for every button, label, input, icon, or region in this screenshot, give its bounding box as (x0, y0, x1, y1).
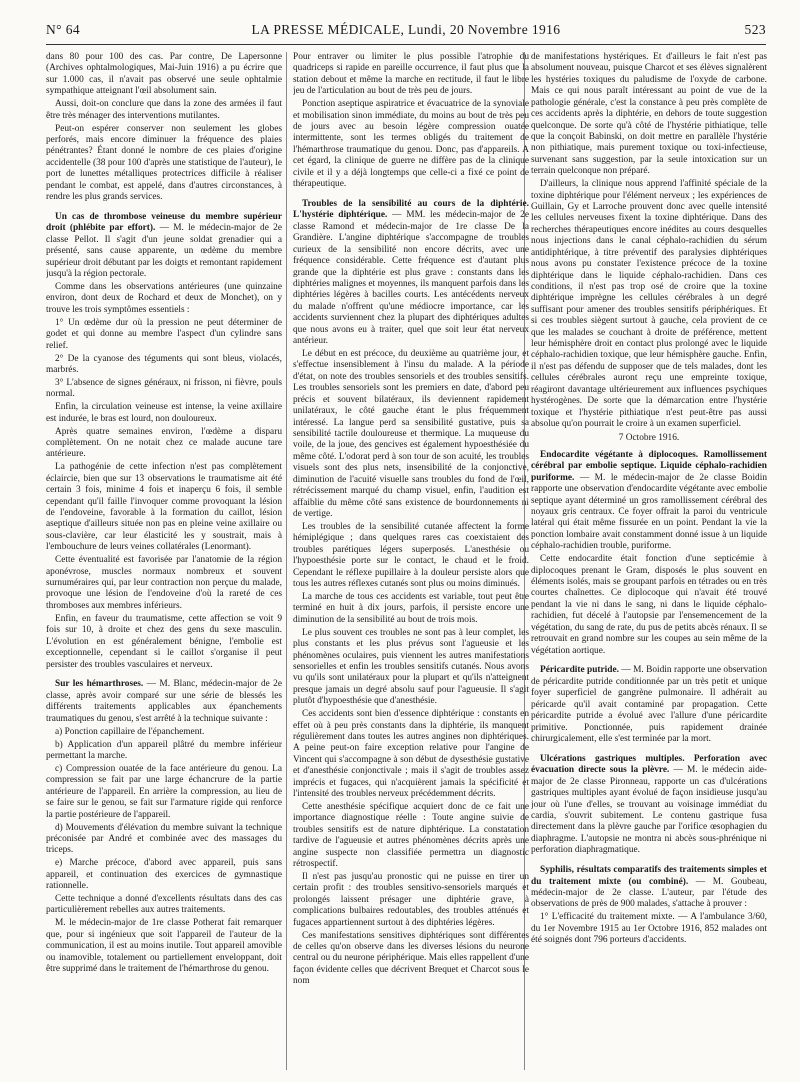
section-intro: — M. Goubeau, médecin-major de 2e classe. L'auteur, par l'étude des observations de près de 900 malades, s'attache à prouver : (531, 876, 767, 910)
paragraph: D'ailleurs, la clinique nous apprend l'affinité spéciale de la toxine diphtérique pour l'élément nerveux ; les expériences de Guillain, Gy et Larroche prouvent donc avec quelle intensité les cellules nerveuses fixent la toxine diphtérique. Dans des recherches thérapeutiques encore inédites au cours desquelles nous injections dans le canal céphalo-rachidien du sérum antidiphtérique, à titre préventif des paralysies diphtériques nous avons pu constater l'existence précoce de la toxine diphtérique dans le liquide céphalo-rachidien. Dans ces conditions, il n'est pas trop osé de croire que la toxine diphtérique imprègne les cellules cérébrales à un degré suffisant pour amener des troubles sensitifs périphériques. Et si ces troubles siègent surtout à gauche, cela provient de ce que les malades se couchant à droite de préférence, mettent leur hémisphère droit en contact plus prolongé avec le liquide céphalo-rachidien toxique, que leur hémisphère gauche. Enfin, il n'est pas défendu de supposer que de tels malades, dont les cellules cérébrales auront reçu une empreinte toxique, réagiront davantage ultérieurement aux influences psychiques hystérogènes. De sorte que la démarcation entre l'hystérie toxique et l'hystérie pithiatique n'est peut-être pas aussi absolue qu'on pourrait le croire à un examen superficiel. (531, 179, 767, 429)
column-1 (46, 52, 282, 1070)
paragraph: Aussi, doit-on conclure que dans la zone des armées il faut être très ménager des interventions mutilantes. (46, 99, 282, 121)
paragraph: Comme dans les observations antérieures (une quinzaine environ, dont deux de Rochard et deux de Monchet), on y trouve les trois symptômes essentiels : (46, 282, 282, 315)
paragraph: Peut-on espérer conserver non seulement les globes perforés, mais encore diminuer la fréquence des plaies pénétrantes? Étant donné le nombre de ces plaies d'origine accidentelle (38 pour 100 d'après une statistique de l'auteur), le port de lunettes métalliques protectrices difficile à réaliser pendant le combat, est appelé, dans d'autres circonstances, à rendre les plus grands services. (46, 123, 282, 203)
paragraph: Ponction aseptique aspiratrice et évacuatrice de la synoviale et mobilisation sinon immédiate, du moins au bout de très peu de jours avec au besoin légère compression ouatée intermittente, sont les termes obligés du traitement de l'hémarthrose traumatique du genou. Donc, pas d'appareils. A cet égard, la clinique de guerre ne diffère pas de la clinique civile et il y a déjà longtemps que celle-ci a fixé ce point de thérapeutique. (293, 99, 529, 190)
section-paragraph (531, 865, 767, 911)
paragraph: Enfin, la circulation veineuse est intense, la veine axillaire est indurée, le bras est lourd, non douloureux. (46, 402, 282, 424)
section-paragraph (46, 212, 282, 281)
paragraph: Cette anesthésie spécifique acquiert donc de ce fait une importance diagnostique réelle : Toute angine suivie de troubles sensitifs est de nature diphtérique. La constatation tardive de l'agueusie et autres phénomènes décrits après une angine suspecte non classifiée permettra un diagnostic rétrospectif. (293, 802, 529, 870)
section-paragraph (531, 665, 767, 745)
header-rule (46, 44, 766, 45)
paragraph: Cette éventualité est favorisée par l'anatomie de la région aponévrose, muscles normaux nombreux et souvent surnuméraires qui, par leur contraction non perçue du malade, provoque une lésion de l'endoveine d'où la rareté de ces thromboses aux membres inférieurs. (46, 555, 282, 611)
list-item: 3° L'absence de signes généraux, ni frisson, ni fièvre, pouls normal. (46, 377, 282, 400)
journal-title: LA PRESSE MÉDICALE, Lundi, 20 Novembre 1916 (251, 22, 561, 37)
column-divider (286, 52, 287, 1070)
section-intro: — MM. les médecin-major de 2e classe Ramond et médecin-major de 1re classe De la Grandière. L'angine diphtérique s'accompagne de troubles curieux de la sensibilité non encore décrits, avec une fréquence considérable. Cette fréquence est d'autant plus grande que la diphtérie est plus grave : constants dans les diphtéries malignes et moyennes, ils manquent parfois dans les diphtéries légères à bacilles courts. Les antécédents nerveux du malade n'offrent qu'une médiocre importance, car les accidents surviennent chez la plupart des diphtériques adultes que nous avons eu à traiter, quel que soit leur état nerveux antérieur. (293, 210, 529, 347)
paragraph: Enfin, en faveur du traumatisme, cette affection se voit 9 fois sur 10, à droite et chez des gens du sexe masculin. L'évolution en est généralement bénigne, l'embolie est exceptionnelle, cependant si le caillot s'organise il peut persister des troubles vasculaires et nerveux. (46, 613, 282, 670)
paragraph: Pour entraver ou limiter le plus possible l'atrophie du quadriceps si rapide en pareille occurrence, il faut plus que la station debout et même la marche en rectitude, il faut le libre jeu de l'articulation au bout de très peu de jours. (293, 52, 529, 97)
page-header (46, 22, 766, 40)
section-intro: — M. le médecin-major de 2e classe Pellot. Il s'agit d'un jeune soldat grenadier qui a présenté, sans cause apparente, un œdème du membre supérieur droit débutant par les doigts et remontant rapidement jusqu'à la région pectorale. (46, 223, 282, 280)
list-item: 1° Un œdème dur où la pression ne peut déterminer de godet et qui donne au membre l'aspect d'un cylindre sans relief. (46, 317, 282, 351)
paragraph: dans 80 pour 100 des cas. Par contre, De Lapersonne (Archives ophtalmologiques, Mai-Juin 1916) a pu écrire que sur 1.000 cas, il n'avait pas observé une seule ophtalmie sympathique atteignant l'œil absolument sain. (46, 52, 282, 97)
section-intro: — M. Boidin rapporte une observation de péricardite putride conditionnée par un très petit et unique foyer superficiel de gangrène pulmonaire. Il adhérait au péricarde qu'il avait contaminé par propagation. Cette péricardite putride a évolué avec l'allure d'une péricardite primitive. Ponctionnée, puis rapidement drainée chirurgicalement, elle s'est terminée par la mort. (531, 665, 767, 744)
section-heading: Troubles de la sensibilité au cours de la diphtérie. L'hystérie diphtérique. (293, 199, 529, 221)
section-heading: Péricardite putride. (540, 665, 619, 676)
list-item: b) Application d'un appareil plâtré du membre inférieur permettant la marche. (46, 739, 282, 761)
section-intro: — M. le médecin-major de 2e classe Boidin rapporte une observation d'endocardite végétante avec embolie septique ayant déterminé un gros ramollissement cérébral des noyaux gris centraux. Ce foyer offrait la paroi du ventricule latéral qui était même fissurée en un point. Pendant la vie la ponction lombaire avait constamment donné issue à un liquide céphalo-rachidien trouble, puriforme. (531, 472, 767, 552)
paragraph: Le début en est précoce, du deuxième au quatrième jour, et s'effectue insensiblement à l'insu du malade. A la période d'état, on note des troubles sensoriels et des troubles sensitifs. Les troubles sensoriels sont les premiers en date, d'abord peu précis et souvent bilatéraux, ils deviennent rapidement unilatéraux, le côté gauche étant le plus fréquemment intéressé. La langue perd sa sensibilité gustative, puis sa sensibilité tactile douloureuse et thermique. La muqueuse du voile, de la joue, des gencives est également hypoesthésiée du même côté. L'odorat perd à son tour de son acuité, les troubles visuels sont des plus nets, insensibilité de la conjonctive, diminution de l'acuité visuelle sans troubles du fond de l'œil, rétrécissement marqué du champ visuel, enfin, l'audition est affaiblie du même côté sans existence de bourdonnements ni de vertige. (293, 349, 529, 519)
paragraph: Les troubles de la sensibilité cutanée affectent la forme hémiplégique ; dans quelques rares cas coexistaient des troubles parétiques légers superposés. L'anesthésie ou l'hypoesthésie porte sur le contact, le chaud et le froid. Cependant le réflexe pupillaire à la douleur persiste alors que tous les autres réflexes cutanés sont plus ou moins diminués. (293, 521, 529, 589)
section-intro: — M. Blanc, médecin-major de 2e classe, après avoir comparé sur une série de blessés les différents traitements applicables aux épanchements traumatiques du genou, s'est arrêté à la technique suivante : (46, 679, 282, 724)
paragraph: Après quatre semaines environ, l'œdème a disparu complètement. On ne notait chez ce malade aucune tare antérieure. (46, 426, 282, 460)
list-item: c) Compression ouatée de la face antérieure du genou. La compression se fait par une large échancrure de la partie antérieure de l'appareil. En arrière la compression, au lieu de se faire sur le genou, se fait sur l'armature rigide qui renforce la partie postérieure de l'appareil. (46, 763, 282, 820)
paragraph: de manifestations hystériques. Et d'ailleurs le fait n'est pas absolument nouveau, puisque Charcot et ses élèves signalèrent les hystéries toxiques du paludisme de l'oxyde de carbone. Mais ce qui nous paraît intéressant au point de vue de la pathologie générale, c'est la constance à peu près complète de ces accidents après la diphtérie, en dehors de toute suggestion quelconque. De sorte qu'à côté de l'hystérie pithiatique, telle que la conçoit Babinski, on doit mettre en parallèle l'hystérie non pithiatique, mais purement toxique ou toxi-infectieuse, survenant sans suggestion, par la seule intoxication sur un terrain quelconque non préparé. (531, 52, 767, 177)
section-heading: Sur les hémarthroses. (55, 679, 144, 690)
paragraph: Le plus souvent ces troubles ne sont pas à leur complet, les plus constants et les plus prévus sont l'agueusie et les phénomènes oculaires, puis viennent les autres manifestations sensorielles et enfin les troubles sensitifs cutanés. Nous avons vu qu'ils sont unilatéraux pour la plupart et qu'ils n'atteignent presque jamais un degré absolu sauf pour l'agueusie. Il s'agit plutôt d'hypoesthésie que d'anesthésie. (293, 627, 529, 707)
section-paragraph (293, 199, 529, 347)
list-item: 1° L'efficacité du traitement mixte. — A l'ambulance 3/60, du 1er Novembre 1915 au 1er Octobre 1916, 852 malades ont été soignés dont 796 porteurs d'accidents. (531, 912, 767, 946)
section-paragraph (46, 679, 282, 725)
page-number: 523 (744, 22, 766, 37)
section-heading: Un cas de thrombose veineuse du membre supérieur droit (phlébite par effort). (46, 211, 282, 234)
paragraph: Cette endocardite était fonction d'une septicémie à diplocoques prenant le Gram, disposés le plus souvent en éléments isolés, mais se groupant parfois en tétrades ou en très courtes chaînettes. Ce diplocoque qui n'avait été trouvé pendant la vie ni dans le sang, ni dans le liquide céphalo-rachidien, fut décelé à l'autopsie par l'ensemencement de la végétation, du sang de rate, du pus de petits abcès rénaux. Il se retrouvait en grand nombre sur les coupes au sein même de la végétation aortique. (531, 554, 767, 656)
section-heading: Syphilis, résultats comparatifs des traitements simples et du traitement mixte (ou combiné). (531, 865, 767, 887)
list-item: d) Mouvements d'élévation du membre suivant la technique préconisée par André et combinée avec des massages du triceps. (46, 822, 282, 856)
paragraph: M. le médecin-major de 1re classe Potherat fait remarquer que, pour si ingénieux que soit l'appareil de l'auteur de la communication, il est au moins inutile. Tout appareil amovible ou inamovible, totalement ou partiellement enveloppant, doit être supprimé dans le traitement de l'hémarthrose du genou. (46, 918, 282, 975)
list-item: 2° De la cyanose des téguments qui sont bleus, violacés, marbrés. (46, 353, 282, 375)
paragraph: La marche de tous ces accidents est variable, tout peut être terminé en huit à dix jours, parfois, il persiste encore une diminution de la sensibilité au bout de trois mois. (293, 591, 529, 625)
section-heading: Ulcérations gastriques multiples. Perforation avec évacuation directe sous la plèvre. (531, 753, 767, 776)
paragraph: Ces accidents sont bien d'essence diphtérique : constants en effet où à peu près constants dans la diphtérie, ils manquent régulièrement dans toutes les autres angines non diphtériques. A peine peut-on faire exception relative pour l'angine de Vincent qui s'accompagne à son début de dysesthésie gustative et d'anesthésie conjonctivale ; mais il s'agit de troubles assez imprécis et fugaces, qui n'acquièrent jamais la spécificité et l'intensité des troubles nerveux précédemment décrits. (293, 709, 529, 800)
column-2 (293, 52, 529, 1070)
column-3 (531, 52, 767, 1070)
paragraph: Cette technique a donné d'excellents résultats dans des cas particulièrement rebelles aux autres traitements. (46, 894, 282, 916)
paragraph: La pathogénie de cette infection n'est pas complètement éclaircie, bien que sur 13 observations le traumatisme ait été certain 3 fois, minime 4 fois et inaperçu 6 fois, il semble cependant qu'il faille l'invoquer comme provoquant la lésion de l'endoveine, favorable à la formation du caillot, lésion aseptique d'ailleurs située non pas en pleine veine axillaire ou sous-clavière, car leur élasticité les y soustrait, mais à l'embouchure de leurs veines collatérales (Lenormant). (46, 462, 282, 553)
list-item: e) Marche précoce, d'abord avec appareil, puis sans appareil, et continuation des exercices de gymnastique rationnelle. (46, 858, 282, 892)
section-paragraph (531, 450, 767, 553)
session-date: 7 Octobre 1916. (618, 433, 680, 444)
paragraph: Ces manifestations sensitives diphtériques sont différentes de celles qu'on observe dans les diverses lésions du neurone central ou du neurone périphérique. Mais elles rappellent d'une façon évidente celles que décrivent Brequet et Charcot sous le nom (293, 930, 529, 987)
section-intro: — M. le médecin aide-major de 2e classe Pironneau, rapporte un cas d'ulcérations gastriques multiples ayant évolué de façon insidieuse jusqu'au jour où l'une d'elles, se trouvant au voisinage immédiat du cardia, s'ouvrit subitement. Le contenu gastrique fusa directement dans la plèvre gauche par l'orifice œsophagien du diaphragme. L'autopsie ne montra ni abcès sous-phrénique ni perforation diaphragmatique. (531, 765, 767, 856)
list-item: a) Ponction capillaire de l'épanchement. (55, 726, 205, 737)
section-heading: Endocardite végétante à diplocoques. Ramollissement cérébral par embolie septique. Liquide céphalo-rachidien puriforme. (531, 449, 767, 483)
paragraph: Il n'est pas jusqu'au pronostic qui ne puisse en tirer un certain profit : des troubles sensitivo-sensoriels marqués et prolongés laissent présager une diphtérie grave, à complications bulbaires redoutables, des troubles atténués et fugaces appartiennent surtout à des diphtéries légères. (293, 872, 529, 928)
section-paragraph (531, 754, 767, 857)
issue-number: N° 64 (46, 22, 81, 37)
